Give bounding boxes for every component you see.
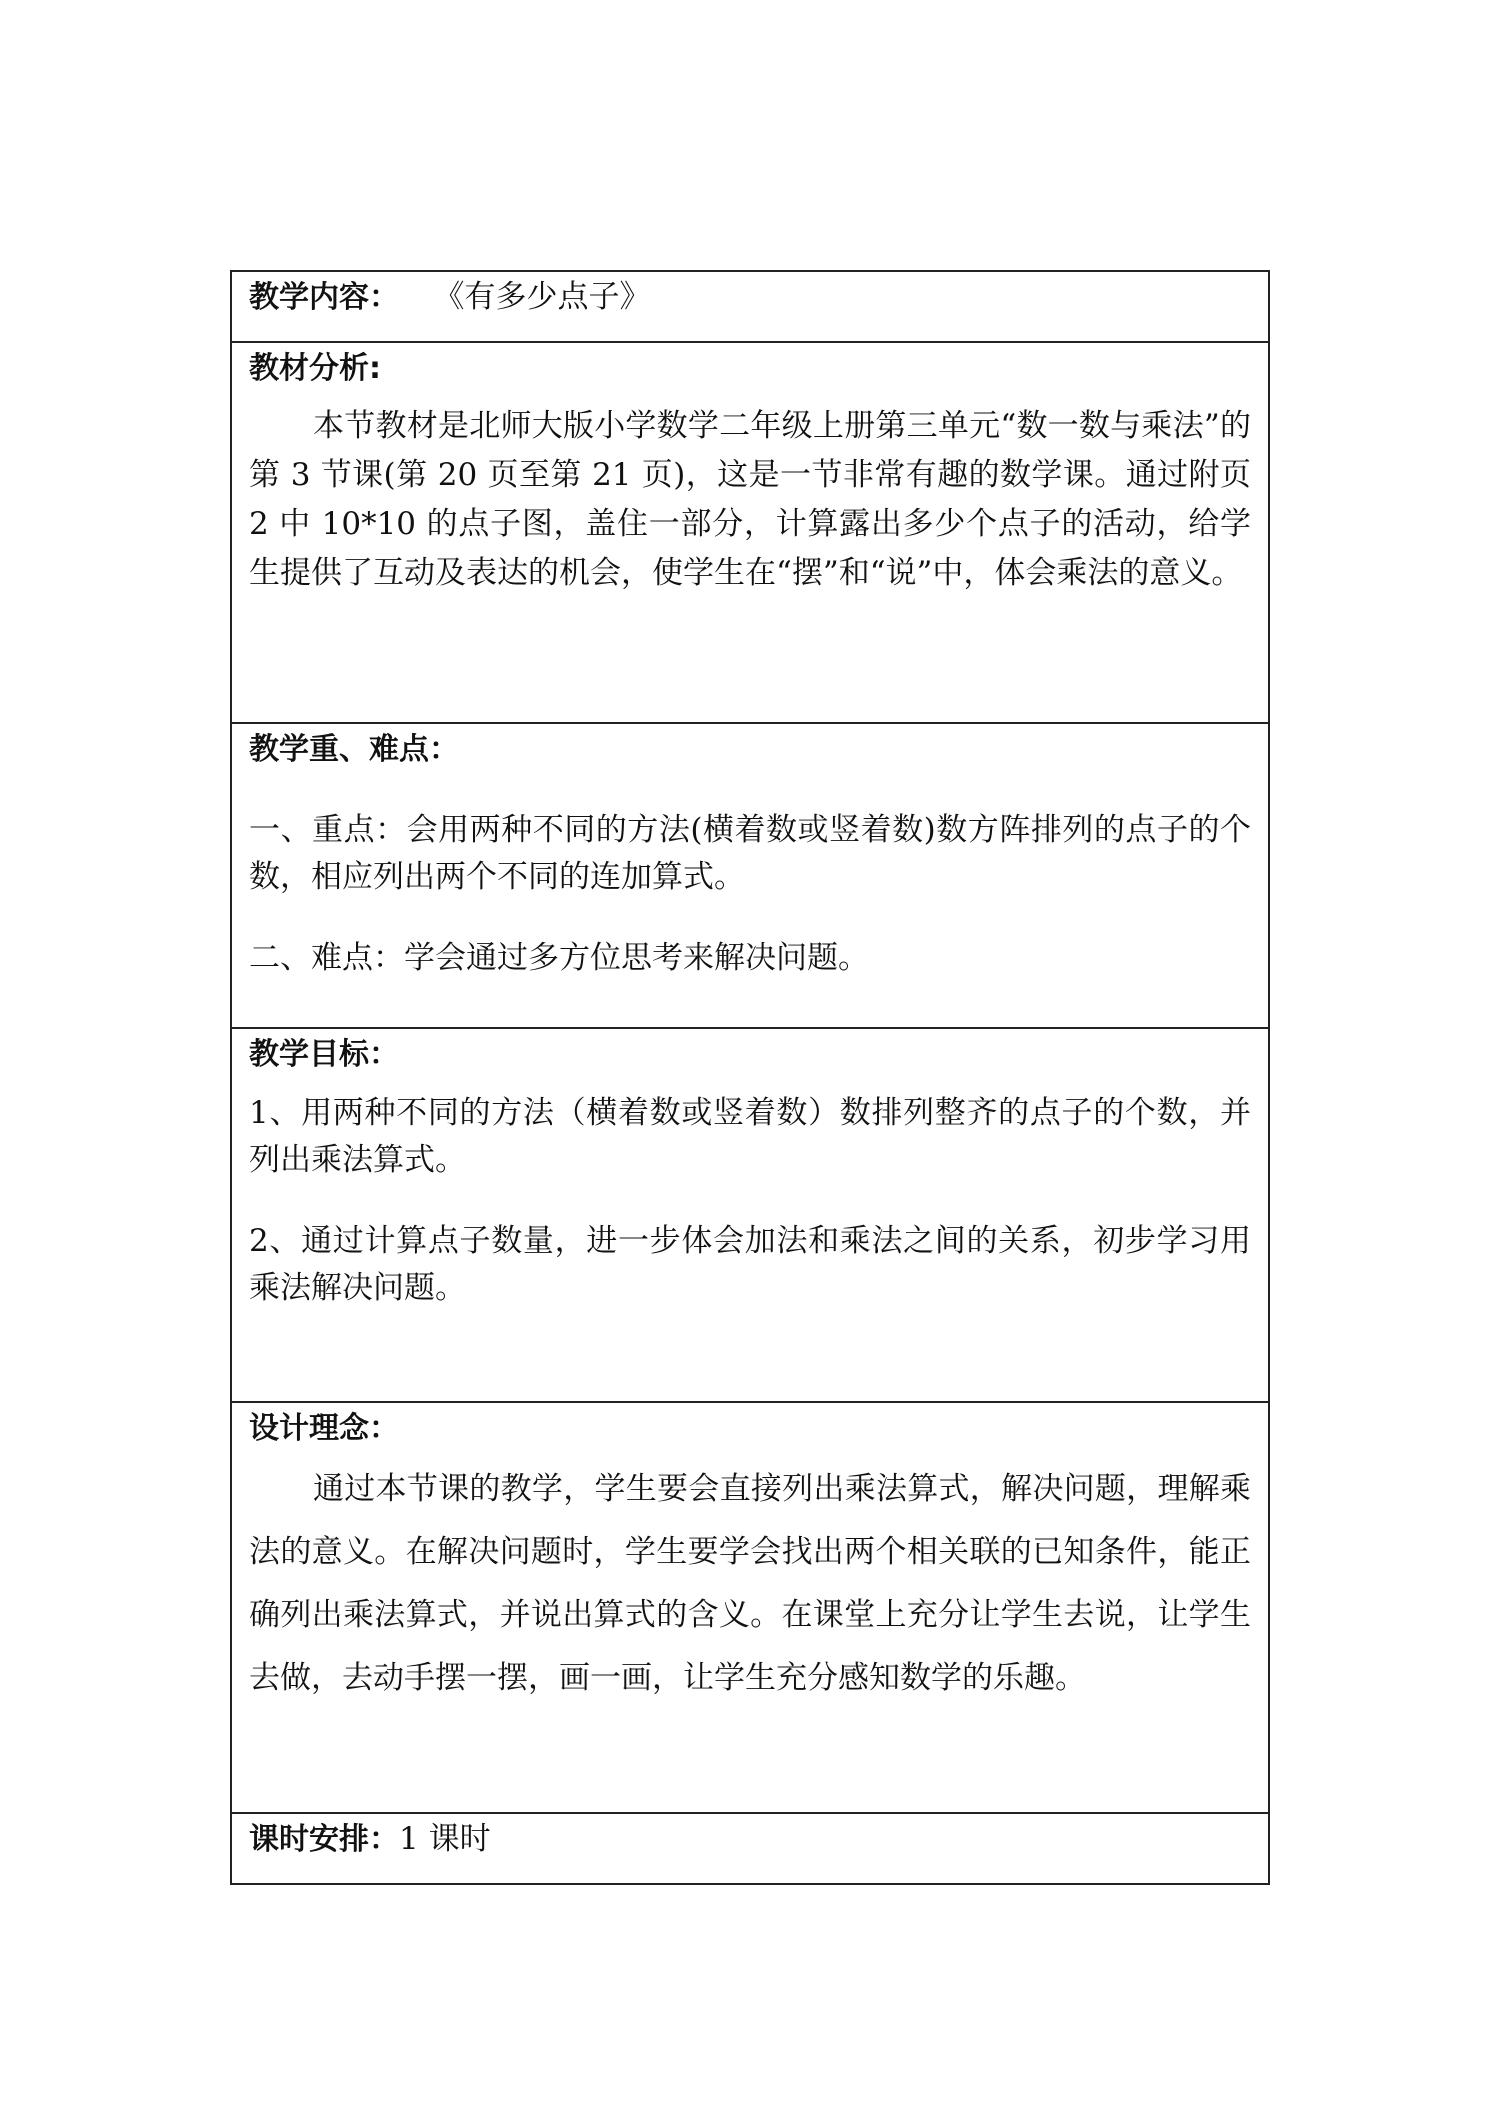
row-key-difficult-points (231, 723, 1269, 1028)
cell-key-difficult-points (231, 723, 1269, 1028)
row-design-concept (231, 1402, 1269, 1813)
cell-material-analysis (231, 342, 1269, 723)
objective-item-2: 2、通过计算点子数量，进一步体会加法和乘法之间的关系，初步学习用乘法解决问题。 (249, 1223, 1251, 1306)
key-difficult-points-label: 教学重、难点： (249, 732, 459, 767)
design-concept-label: 设计理念： (249, 1411, 399, 1446)
material-analysis-label: 教材分析: (249, 351, 381, 386)
row-material-analysis (231, 342, 1269, 723)
teaching-content-value: 《有多少点子》 (449, 279, 651, 315)
objective-item-1: 1、用两种不同的方法（横着数或竖着数）数排列整齐的点子的个数，并列出乘法算式。 (249, 1095, 1251, 1178)
cell-teaching-objectives (231, 1028, 1269, 1402)
difficult-point-text: 二、难点：学会通过多方位思考来解决问题。 (249, 940, 869, 976)
cell-design-concept (231, 1402, 1269, 1813)
row-lesson-schedule (231, 1813, 1269, 1884)
teaching-content-label: 教学内容： (249, 280, 399, 315)
lesson-plan-table (230, 270, 1270, 1885)
cell-teaching-content (231, 271, 1269, 342)
material-analysis-text: 本节教材是北师大版小学数学二年级上册第三单元“数一数与乘法”的第 3 节课(第 20 页至第 21 页)，这是一节非常有趣的数学课。通过附页 2 中 10*10 的点子图，盖住一部分，计算露出多少个点子的活动，给学生提供了互动及表达的机会，使学生在“摆”和“说”中，体会乘法的意义。 (249, 408, 1251, 591)
cell-lesson-schedule (231, 1813, 1269, 1884)
design-concept-text: 通过本节课的教学，学生要会直接列出乘法算式，解决问题，理解乘法的意义。在解决问题时，学生要学会找出两个相关联的已知条件，能正确列出乘法算式，并说出算式的含义。在课堂上充分让学生去说，让学生去做，去动手摆一摆，画一画，让学生充分感知数学的乐趣。 (249, 1471, 1251, 1696)
key-point-text: 一、重点：会用两种不同的方法(横着数或竖着数)数方阵排列的点子的个数，相应列出两个不同的连加算式。 (249, 812, 1251, 895)
row-teaching-content (231, 271, 1269, 342)
row-teaching-objectives (231, 1028, 1269, 1402)
teaching-objectives-label: 教学目标： (249, 1037, 399, 1072)
lesson-schedule-label: 课时安排： (249, 1822, 399, 1857)
lesson-schedule-value: 1 课时 (399, 1821, 491, 1857)
